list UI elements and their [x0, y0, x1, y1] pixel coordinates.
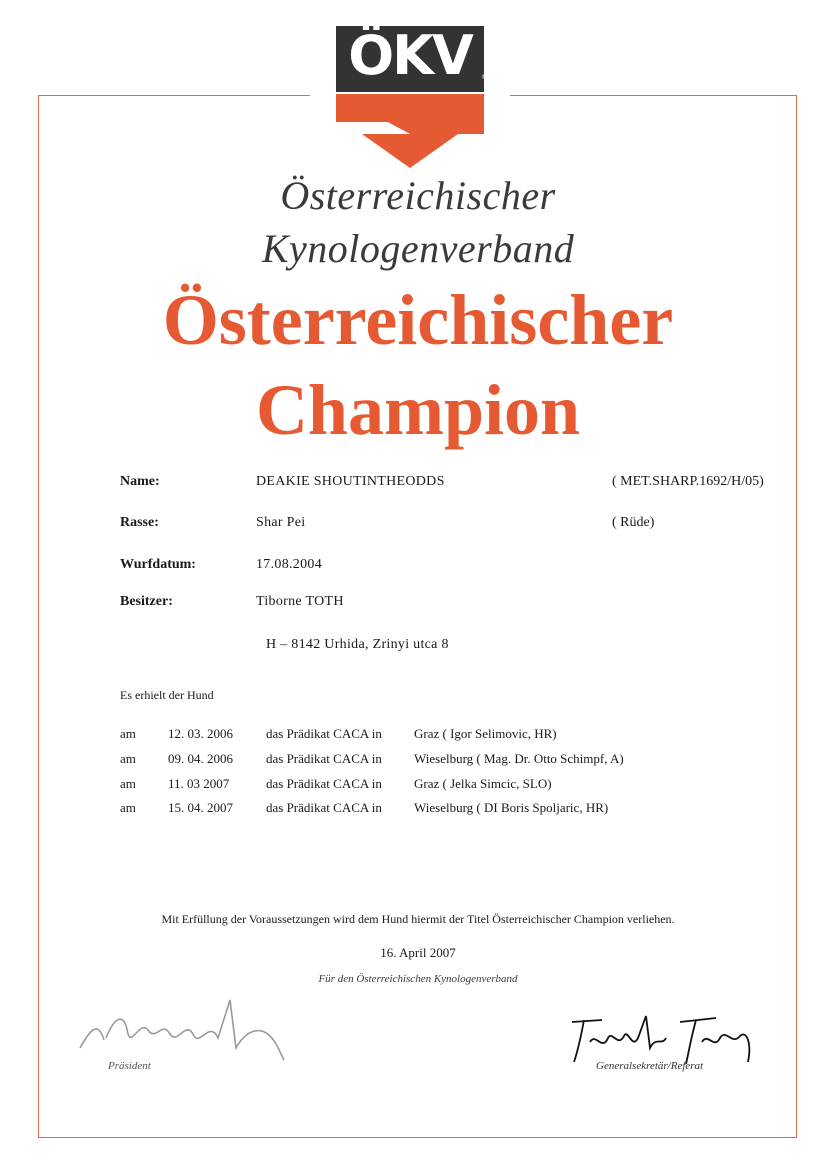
logo-wordmark: ÖKV — [348, 24, 472, 87]
award-location: Wieselburg ( Mag. Dr. Otto Schimpf, A) — [414, 751, 624, 766]
award-location: Graz ( Igor Selimovic, HR) — [414, 726, 557, 741]
owner-address: H – 8142 Urhida, Zrinyi utca 8 — [266, 637, 449, 652]
breed-label: Rasse: — [120, 515, 159, 530]
award-location: Wieselburg ( DI Boris Spoljaric, HR) — [414, 800, 609, 815]
awards-intro: Es erhielt der Hund — [120, 688, 214, 702]
on-behalf-line: Für den Österreichischen Kynologenverband — [318, 973, 518, 985]
award-am: am — [120, 751, 136, 766]
title-line1: Österreichischer — [162, 280, 674, 360]
birth-date-label: Wurfdatum: — [120, 557, 196, 572]
title-line2: Champion — [255, 370, 581, 450]
award-predicate: das Prädikat CACA in — [266, 751, 382, 766]
secretary-role: Generalsekretär/Referat — [596, 1060, 704, 1072]
closing-statement: Mit Erfüllung der Voraussetzungen wird dem Hund hiermit der Titel Österreichischer Champion verliehen. — [161, 912, 675, 926]
sex-value: ( Rüde) — [612, 515, 655, 530]
org-name-line1: Österreichischer — [280, 173, 556, 218]
award-location: Graz ( Jelka Simcic, SLO) — [414, 776, 552, 791]
org-name-line2: Kynologenverband — [261, 226, 575, 271]
owner-value: Tiborne TOTH — [256, 594, 344, 609]
award-am: am — [120, 776, 136, 791]
birth-date-value: 17.08.2004 — [256, 557, 322, 572]
award-am: am — [120, 800, 136, 815]
president-signature-icon — [70, 990, 300, 1070]
registration-number: ( MET.SHARP.1692/H/05) — [612, 474, 764, 489]
owner-label: Besitzer: — [120, 594, 173, 609]
award-date: 15. 04. 2007 — [168, 800, 233, 815]
award-predicate: das Prädikat CACA in — [266, 800, 382, 815]
award-date: 11. 03 2007 — [168, 776, 230, 791]
president-role: Präsident — [108, 1060, 151, 1072]
name-value: DEAKIE SHOUTINTHEODDS — [256, 474, 445, 489]
award-am: am — [120, 726, 136, 741]
award-date: 09. 04. 2006 — [168, 751, 233, 766]
award-date: 12. 03. 2006 — [168, 726, 233, 741]
name-label: Name: — [120, 474, 160, 489]
registered-mark: ® — [481, 74, 487, 81]
award-predicate: das Prädikat CACA in — [266, 776, 382, 791]
issue-date: 16. April 2007 — [380, 945, 456, 960]
award-predicate: das Prädikat CACA in — [266, 726, 382, 741]
breed-value: Shar Pei — [256, 515, 306, 530]
